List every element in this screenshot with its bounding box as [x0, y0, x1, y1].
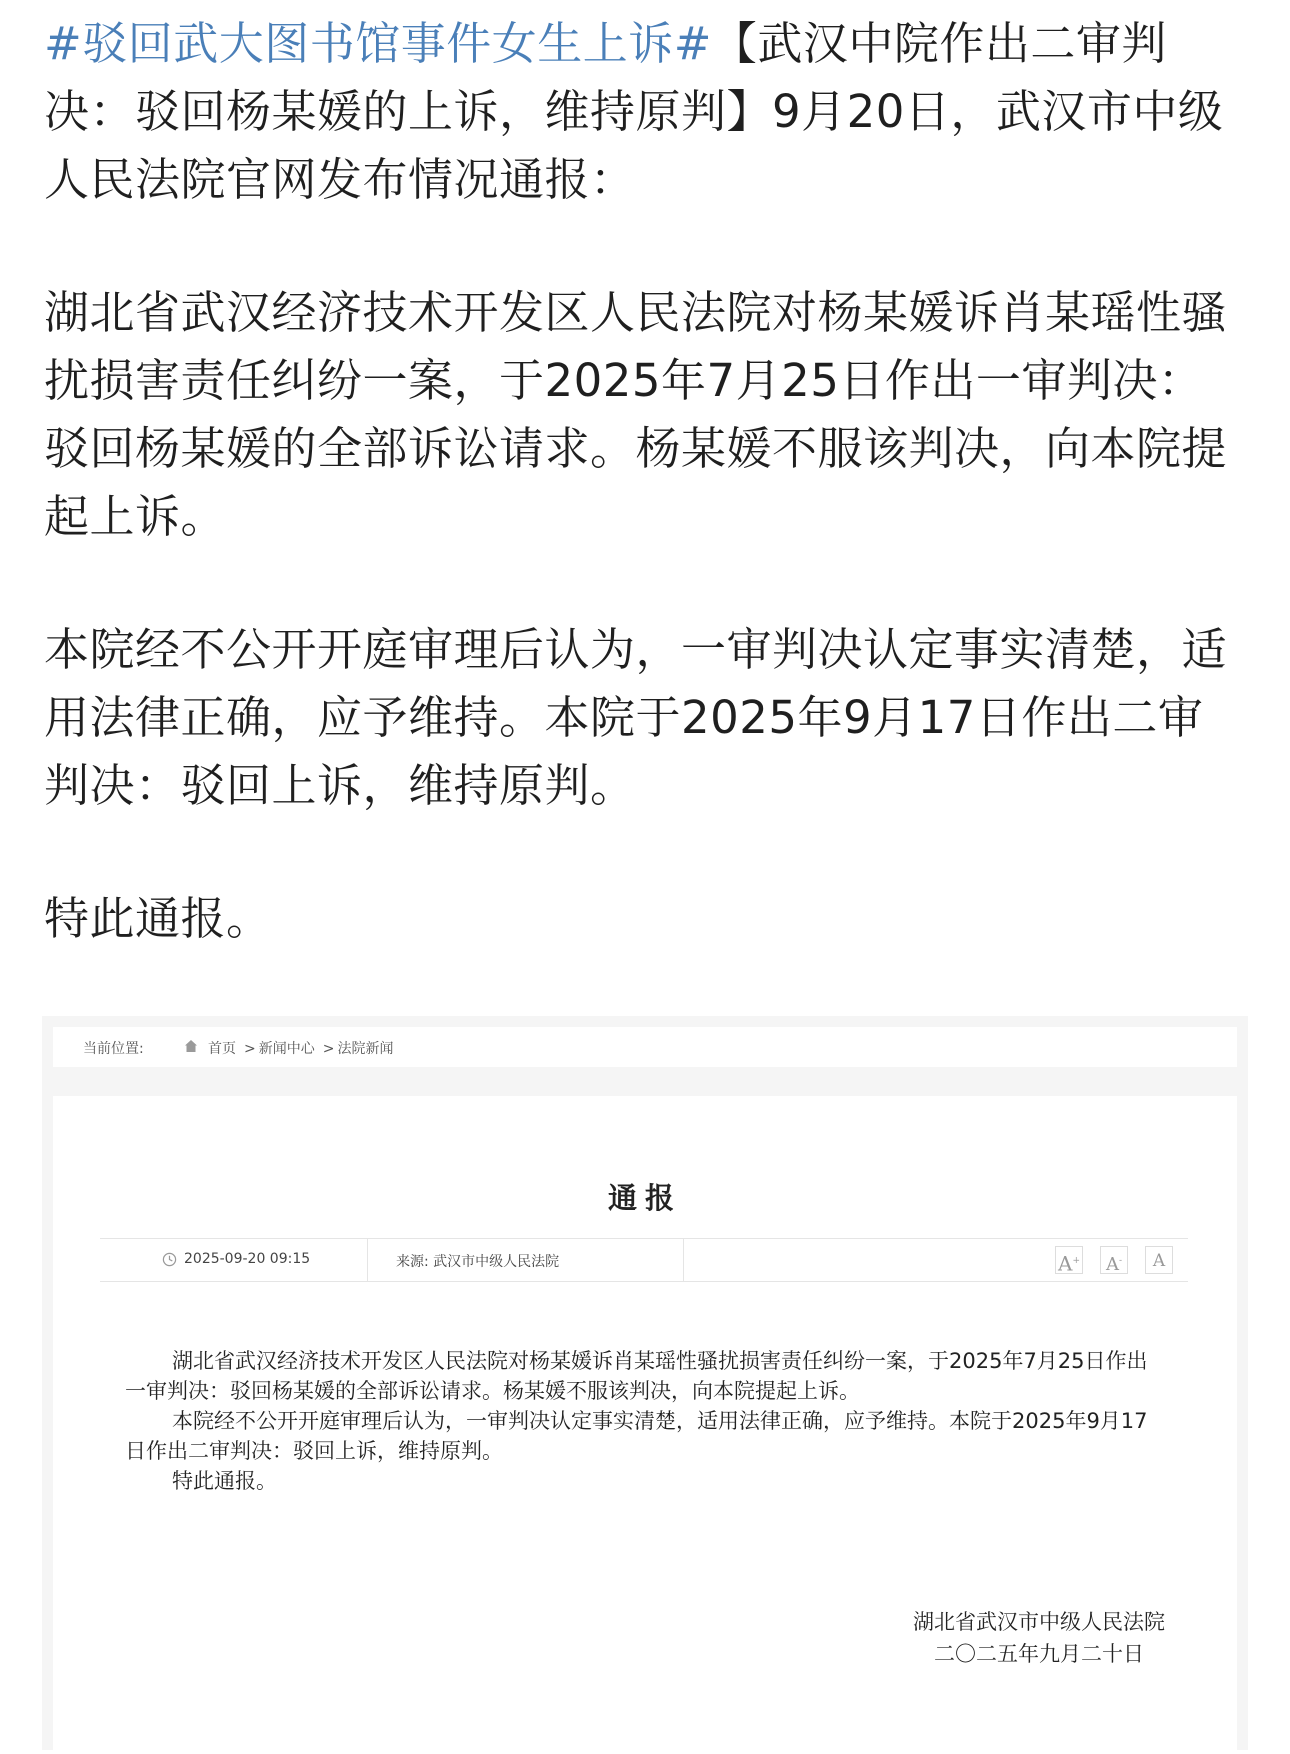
font-size-button-label: A	[1058, 1251, 1073, 1276]
font-size-decrease-button	[1100, 1246, 1128, 1274]
meta-divider	[367, 1239, 368, 1281]
post-content	[44, 10, 1244, 953]
breadcrumb-home: 首页	[208, 1041, 236, 1057]
article-signature	[913, 1606, 1165, 1670]
article-paragraph-2: 本院经不公开开庭审理后认为，一审判决认定事实清楚，适用法律正确，应予维持。本院于2025年9月17日作出二审判决：驳回上诉，维持原判。	[125, 1409, 1148, 1463]
home-icon	[184, 1039, 198, 1053]
embedded-screenshot-image[interactable]	[42, 1016, 1248, 1750]
breadcrumb-news-center: 新闻中心	[258, 1041, 315, 1057]
breadcrumb-court-news: 法院新闻	[337, 1041, 394, 1057]
article-source: 来源: 武汉市中级人民法院	[396, 1254, 560, 1270]
breadcrumb-label: 当前位置:	[83, 1041, 144, 1057]
article-paragraph-1: 湖北省武汉经济技术开发区人民法院对杨某媛诉肖某瑶性骚扰损害责任纠纷一案，于2025年7月25日作出一审判决：驳回杨某媛的全部诉讼请求。杨某媛不服该判决，向本院提起上诉。	[125, 1349, 1148, 1403]
article-meta-bar	[100, 1238, 1188, 1282]
breadcrumb-separator: >	[322, 1041, 335, 1057]
publish-date: 2025-09-20 09:15	[184, 1251, 311, 1267]
post-paragraph-3: 特此通报。	[44, 892, 272, 945]
article-body	[125, 1346, 1165, 1496]
plus-icon: +	[1072, 1256, 1080, 1266]
signature-date: 二〇二五年九月二十日	[934, 1642, 1144, 1666]
meta-divider	[683, 1239, 684, 1281]
article-panel	[53, 1096, 1237, 1750]
font-size-increase-button	[1055, 1246, 1083, 1274]
breadcrumb	[53, 1027, 1237, 1067]
font-size-button-label: A	[1152, 1251, 1166, 1271]
clock-icon	[162, 1252, 177, 1267]
post-intro-text: 【武汉中院作出二审判决：驳回杨某媛的上诉，维持原判】9月20日，武汉市中级人民法院官网发布情况通报：	[44, 17, 1224, 206]
article-title: 通报	[607, 1181, 682, 1215]
breadcrumb-path	[208, 1038, 393, 1058]
post-paragraph-1: 湖北省武汉经济技术开发区人民法院对杨某媛诉肖某瑶性骚扰损害责任纠纷一案，于2025年7月25日作出一审判决：驳回杨某媛的全部诉讼请求。杨某媛不服该判决，向本院提起上诉。	[44, 286, 1228, 543]
signature-court: 湖北省武汉市中级人民法院	[913, 1610, 1165, 1634]
article-paragraph-3: 特此通报。	[172, 1469, 277, 1493]
hashtag-link[interactable]: #驳回武大图书馆事件女生上诉#	[44, 17, 712, 70]
breadcrumb-separator: >	[244, 1041, 256, 1057]
post-intro-paragraph	[44, 10, 1244, 214]
minus-icon: -	[1118, 1256, 1123, 1266]
font-size-reset-button	[1145, 1246, 1173, 1274]
font-size-button-label: A	[1105, 1254, 1119, 1275]
post-paragraph-2: 本院经不公开开庭审理后认为，一审判决认定事实清楚，适用法律正确，应予维持。本院于2025年9月17日作出二审判决：驳回上诉，维持原判。	[44, 623, 1228, 812]
